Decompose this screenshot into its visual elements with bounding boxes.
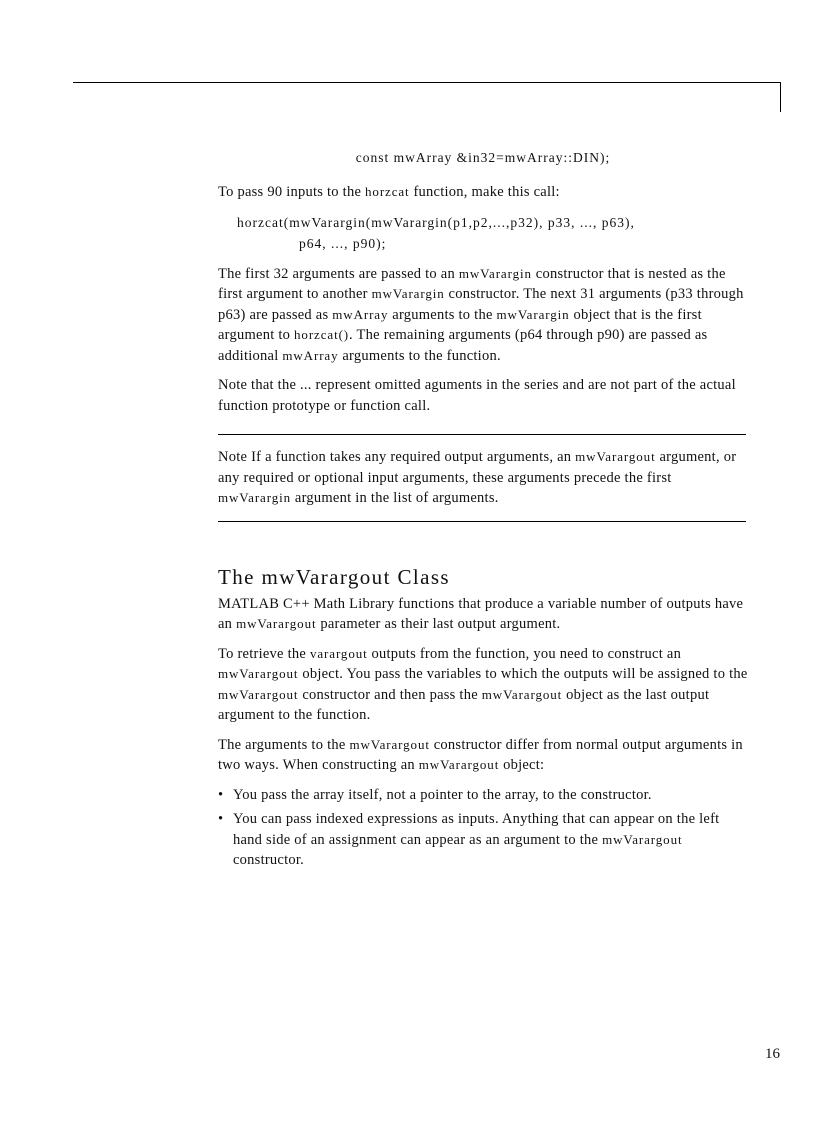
list-item <box>218 809 748 871</box>
paragraph-ellipsis-note: Note that the ... represent omitted aguments in the series and are not part of the actual function prototype or function call. <box>218 377 736 414</box>
inline-code: mwVarargout <box>218 666 299 681</box>
bullet-icon: • <box>218 811 224 827</box>
note-top-rule <box>218 434 746 435</box>
text-run: constructor that is nested as the first argument to another <box>218 265 726 302</box>
inline-code: mwVarargout <box>349 736 430 752</box>
note-box <box>218 447 748 509</box>
text-run: object that is the first argument to <box>218 306 702 343</box>
text-run: . The remaining arguments (p64 through p90) are passed as additional <box>218 327 708 364</box>
code-example <box>237 212 748 254</box>
page-content <box>218 150 748 875</box>
section-title: The mwVarargout Class <box>218 564 450 589</box>
note-bottom-rule <box>218 521 746 522</box>
inline-code: mwArray <box>332 306 389 322</box>
text-run: If a function takes any required output arguments, an <box>247 449 576 465</box>
intro-paragraph <box>218 182 748 203</box>
inline-code: mwVarargout <box>602 831 683 847</box>
text-run: The arguments to the <box>218 736 350 753</box>
bullet-list <box>218 785 748 871</box>
text-run: MATLAB C++ Math Library functions that produce a variable number of outputs have an <box>218 595 744 632</box>
text-run: To pass 90 inputs to the <box>218 184 366 200</box>
code-declaration: const mwArray &in32=mwArray::DIN); <box>355 150 611 165</box>
paragraph-differences <box>218 735 748 776</box>
text-run: You pass the array itself, not a pointer to the array, to the constructor. <box>233 786 652 803</box>
inline-code: mwArray <box>282 347 339 363</box>
note-label: Note <box>218 449 248 465</box>
text-run: You can pass indexed expressions as inputs. Anything that can appear on the left hand side of an assignment can appear as an argument to the <box>233 811 720 848</box>
text-run: arguments to the function. <box>338 347 501 364</box>
note-text <box>218 447 748 509</box>
text-run: To retrieve the <box>218 645 310 662</box>
bullet-icon: • <box>218 786 224 803</box>
page-number: 16 <box>765 1046 780 1062</box>
inline-code: mwVarargout <box>218 686 299 702</box>
text-run: parameter as their last output argument. <box>316 616 561 632</box>
inline-code: mwVarargin <box>496 306 570 322</box>
code-line-1: horzcat(mwVarargin(mwVarargin(p1,p2,...,p32), p33, ..., p63), <box>237 214 635 230</box>
code-line-2: p64, ..., p90); <box>299 235 387 251</box>
text-run: constructor. <box>233 852 305 868</box>
paragraph-nesting <box>218 264 748 367</box>
text-run: object. You pass the variables to which the outputs will be assigned to the <box>298 666 748 682</box>
header-rule <box>73 82 781 83</box>
text-run: function, make this call: <box>409 184 560 200</box>
text-run: constructor differ from normal output arguments in two ways. When constructing an <box>218 736 743 773</box>
text-run: arguments to the <box>388 306 497 323</box>
inline-code: mwVarargout <box>481 686 563 702</box>
text-run: The first 32 arguments are passed to an <box>218 265 459 282</box>
text-run: argument in the list of arguments. <box>291 490 499 506</box>
inline-code: varargout <box>309 645 368 661</box>
list-item <box>218 785 748 806</box>
text-run: constructor and then pass the <box>298 686 482 703</box>
paragraph-varargout-intro <box>218 594 748 635</box>
header-rule-tick <box>780 82 781 112</box>
inline-code: mwVarargout <box>575 449 656 464</box>
text-run: argument, or any required or optional input arguments, these arguments precede the first <box>218 449 737 486</box>
inline-code: mwVarargin <box>218 490 292 505</box>
text-run: object as the last output argument to the function. <box>218 686 710 723</box>
inline-code: mwVarargin <box>458 265 532 281</box>
inline-code: horzcat <box>365 184 410 199</box>
inline-code: horzcat() <box>294 327 350 342</box>
inline-code: mwVarargout <box>236 616 317 631</box>
paragraph-retrieve-varargout <box>218 644 748 726</box>
text-run: outputs from the function, you need to construct an <box>367 645 682 662</box>
text-run: object: <box>499 757 545 773</box>
inline-code: mwVarargin <box>371 286 445 301</box>
text-run: constructor. The next 31 arguments (p33 through p63) are passed as <box>218 286 744 323</box>
inline-code: mwVarargout <box>418 757 500 772</box>
